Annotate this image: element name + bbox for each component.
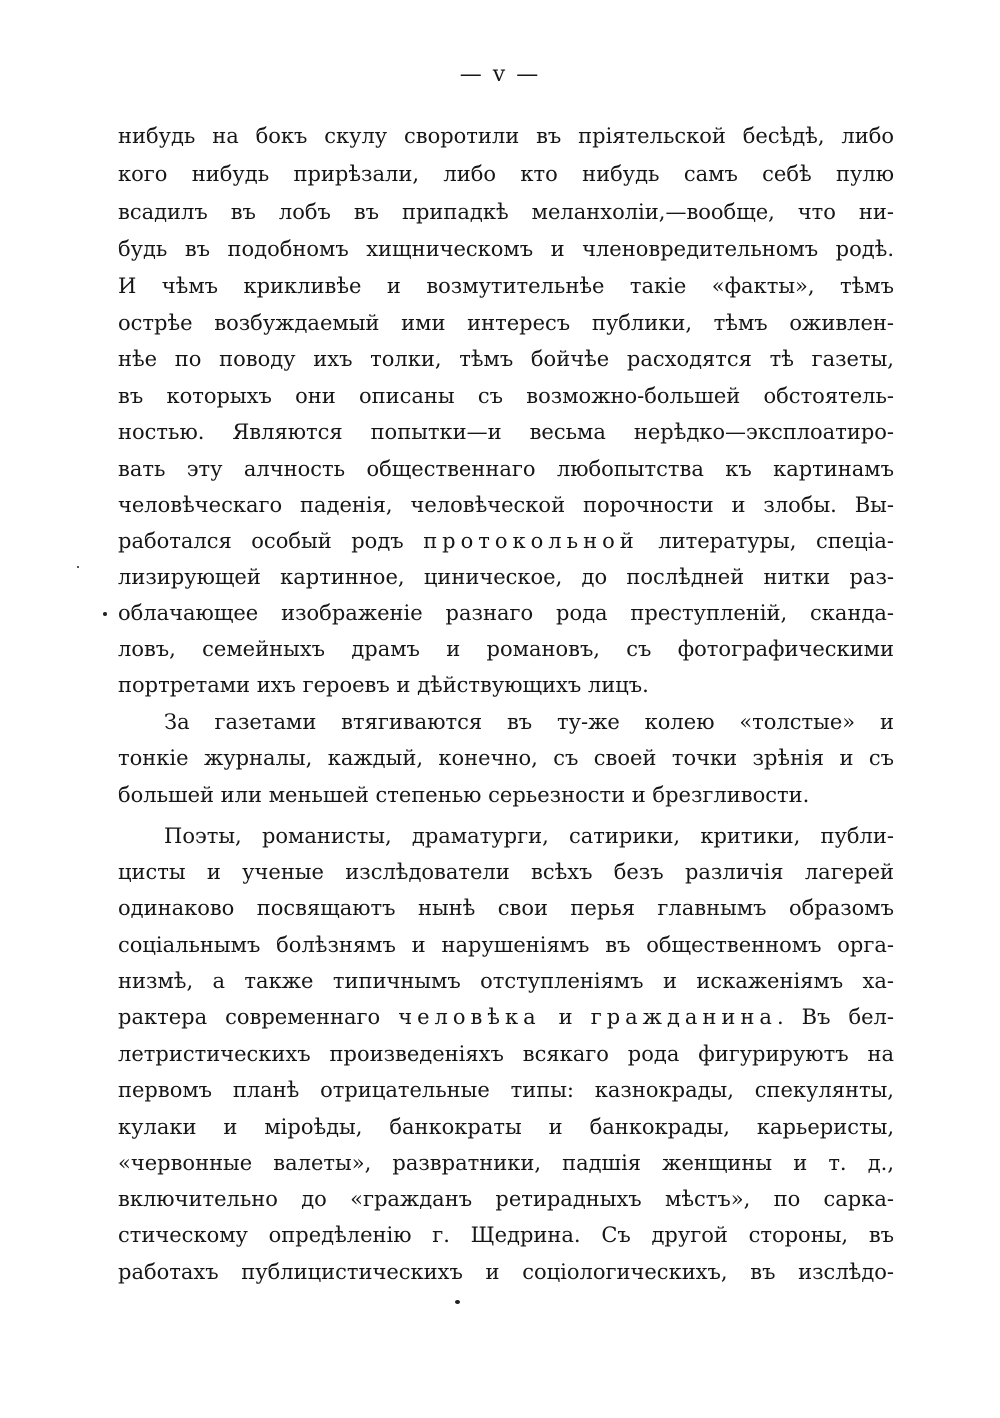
ink-speck [455,1300,460,1304]
emphasis-person: человѣка [398,1005,541,1029]
text-line-9: ностью. Являются попытки—и весьма нерѣдко—эксплоатиро- [118,420,894,444]
text-line-23: соціальнымъ болѣзнямъ и нарушеніямъ въ общественномъ орга- [118,933,894,957]
text-line-22: одинаково посвящаютъ нынѣ свои перья главнымъ образомъ [118,896,894,920]
text-line-11: человѣческаго паденія, человѣческой порочности и злобы. Вы- [118,493,894,517]
text-line-25 [118,999,894,1035]
text-line-20: Поэты, романисты, драматурги, сатирики, критики, публи- [164,824,894,848]
text-line-25-start: рактера современнаго [118,1005,399,1029]
text-line-17: За газетами втягиваются въ ту-же колею «толстые» и [164,710,894,734]
text-line-13: лизирующей картинное, циническое, до послѣдней нитки раз- [118,565,894,589]
text-line-28: кулаки и міроѣды, банкократы и банкокрады, карьеристы, [118,1115,894,1139]
text-line-24: низмѣ, а также типичнымъ отступленіямъ и искаженіямъ ха- [118,969,894,993]
text-line-7: нѣе по поводу ихъ толки, тѣмъ бойчѣе расходятся тѣ газеты, [118,347,894,371]
text-line-15: ловъ, семейныхъ драмъ и романовъ, съ фотографическими [118,637,894,661]
text-line-29: «червонные валеты», развратники, падшія женщины и т. д., [118,1151,894,1175]
text-line-12-start: работался особый родъ [118,529,424,553]
emphasis-protocol: протокольной [423,529,639,553]
text-line-14: облачающее изображеніе разнаго рода преступленій, скандa- [118,601,894,625]
text-line-10: вать эту алчность общественнаго любопытства къ картинамъ [118,457,894,481]
text-line-19: большей или меньшей степенью серьезности и брезгливости. [118,783,810,807]
text-line-30: включительно до «гражданъ ретирадныхъ мѣстъ», по сарка- [118,1187,894,1211]
text-line-2: кого нибудь прирѣзали, либо кто нибудь самъ себѣ пулю [118,162,894,186]
text-line-27: первомъ планѣ отрицательные типы: казнокрады, спекулянты, [118,1078,894,1102]
text-line-4: будь въ подобномъ хищническомъ и членовредительномъ родѣ. [118,237,894,261]
text-line-18: тонкіе журналы, каждый, конечно, съ своей точки зрѣнія и съ [118,746,894,770]
text-line-12 [118,523,894,559]
text-line-16: портретами ихъ героевъ и дѣйствующихъ лицъ. [118,673,649,697]
ink-speck [77,566,79,568]
text-line-12-end: литературы, спеціа- [638,529,894,553]
text-line-1: нибудь на бокъ скулу своротили въ пріятельской бесѣдѣ, либо [118,124,894,148]
text-line-26: летристическихъ произведеніяхъ всякаго рода фигурируютъ на [118,1042,894,1066]
text-line-32: работахъ публицистическихъ и соціологическихъ, въ изслѣдо- [118,1260,894,1284]
text-line-5: И чѣмъ крикливѣе и возмутительнѣе такіе «факты», тѣмъ [118,274,894,298]
text-line-25-end: . Въ бел- [776,1005,894,1029]
ink-speck [103,612,107,616]
emphasis-citizen: гражданина [590,1005,777,1029]
text-line-31: стическому опредѣленію г. Щедрина. Съ другой стороны, въ [118,1223,894,1247]
text-line-3: всадилъ въ лобъ въ припадкѣ меланхоліи,—вообще, что ни- [118,200,894,224]
text-line-25-mid: и [540,1005,591,1029]
page-number-header: — v — [459,62,541,87]
text-line-8: въ которыхъ они описаны съ возможно-большей обстоятель- [118,384,894,408]
text-line-6: острѣе возбуждаемый ими интересъ публики, тѣмъ оживлен- [118,311,894,335]
text-line-21: цисты и ученые изслѣдователи всѣхъ безъ различія лагерей [118,860,894,884]
